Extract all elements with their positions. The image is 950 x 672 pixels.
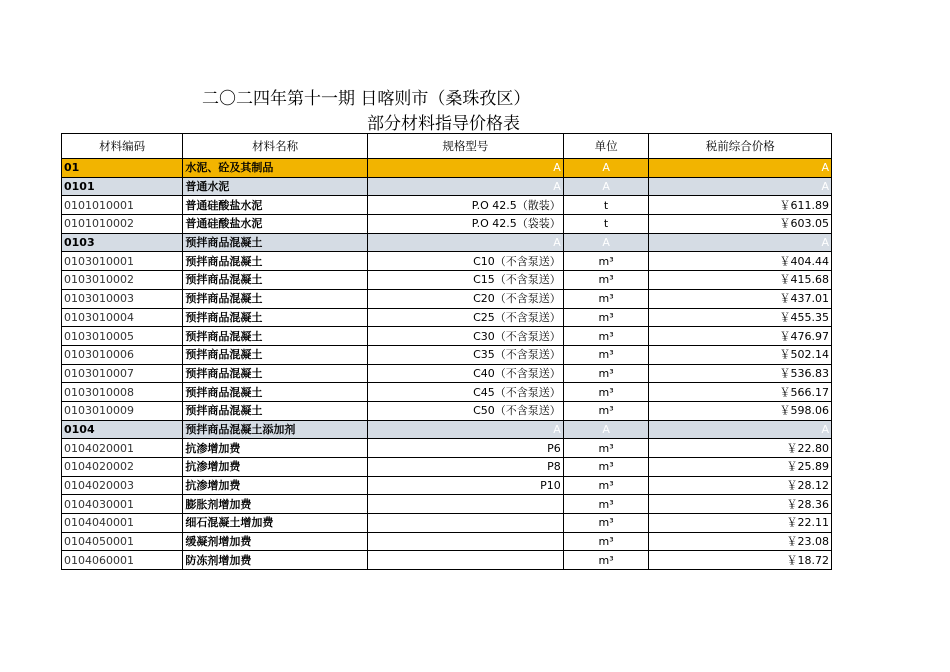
header-name[interactable]: 材料名称: [183, 134, 368, 159]
cell-name[interactable]: 预拌商品混凝土: [183, 401, 368, 420]
cell-unit[interactable]: m³: [563, 383, 649, 402]
category-marker: A: [821, 422, 829, 436]
cell-unit[interactable]: m³: [563, 458, 649, 477]
cell-price[interactable]: [649, 420, 832, 439]
category-marker: A: [553, 422, 561, 436]
cell-name[interactable]: 预拌商品混凝土: [183, 364, 368, 383]
cell-price[interactable]: ￥22.80: [649, 439, 832, 458]
cell-price[interactable]: ￥22.11: [649, 514, 832, 533]
cell-spec[interactable]: C10（不含泵送）: [367, 252, 563, 271]
cell-unit[interactable]: m³: [563, 439, 649, 458]
cell-spec[interactable]: [367, 514, 563, 533]
cell-name[interactable]: 预拌商品混凝土: [183, 308, 368, 327]
cell-price[interactable]: ￥415.68: [649, 271, 832, 290]
cell-price[interactable]: ￥611.89: [649, 196, 832, 215]
cell-unit[interactable]: m³: [563, 514, 649, 533]
cell-spec[interactable]: P.O 42.5（散装）: [367, 196, 563, 215]
header-unit[interactable]: 单位: [563, 134, 649, 159]
cell-name[interactable]: 预拌商品混凝土添加剂: [183, 420, 368, 439]
cell-unit[interactable]: m³: [563, 252, 649, 271]
cell-price[interactable]: [649, 233, 832, 252]
category-marker: A: [821, 180, 829, 194]
table-row: [62, 252, 832, 271]
cell-name[interactable]: 水泥、砼及其制品: [183, 159, 368, 178]
cell-code[interactable]: 0104020002: [62, 458, 183, 477]
table-row: [62, 551, 832, 570]
cell-price[interactable]: ￥603.05: [649, 215, 832, 234]
cell-code[interactable]: 0101010001: [62, 196, 183, 215]
header-spec[interactable]: 规格型号: [367, 134, 563, 159]
cell-spec[interactable]: C25（不含泵送）: [367, 308, 563, 327]
cell-unit[interactable]: m³: [563, 364, 649, 383]
table-row: [62, 308, 832, 327]
cell-spec[interactable]: [367, 532, 563, 551]
cell-code[interactable]: 0104020001: [62, 439, 183, 458]
table-row: [62, 514, 832, 533]
cell-price[interactable]: ￥18.72: [649, 551, 832, 570]
table-row: [62, 289, 832, 308]
cell-price[interactable]: ￥404.44: [649, 252, 832, 271]
cell-unit[interactable]: t: [563, 215, 649, 234]
cell-code[interactable]: 0104050001: [62, 532, 183, 551]
cell-unit[interactable]: m³: [563, 532, 649, 551]
table-row: [62, 383, 832, 402]
cell-unit[interactable]: [563, 159, 649, 178]
table-row: [62, 327, 832, 346]
cell-name[interactable]: 预拌商品混凝土: [183, 345, 368, 364]
cell-price[interactable]: ￥502.14: [649, 345, 832, 364]
cell-spec[interactable]: P6: [367, 439, 563, 458]
table-row: [62, 364, 832, 383]
cell-code[interactable]: 0103010005: [62, 327, 183, 346]
table-row: [62, 476, 832, 495]
category-marker: A: [553, 180, 561, 194]
cell-spec[interactable]: C45（不含泵送）: [367, 383, 563, 402]
cell-code[interactable]: 0104030001: [62, 495, 183, 514]
cell-unit[interactable]: m³: [563, 327, 649, 346]
category-marker: A: [553, 236, 561, 250]
cell-name[interactable]: 预拌商品混凝土: [183, 233, 368, 252]
header-price[interactable]: 税前综合价格: [649, 134, 832, 159]
cell-spec[interactable]: C30（不含泵送）: [367, 327, 563, 346]
cell-price[interactable]: ￥28.36: [649, 495, 832, 514]
cell-code[interactable]: 01: [62, 159, 183, 178]
cell-price[interactable]: [649, 159, 832, 178]
cell-unit[interactable]: m³: [563, 289, 649, 308]
table-row: [62, 215, 832, 234]
cell-name[interactable]: 抗渗增加费: [183, 439, 368, 458]
cell-name[interactable]: 预拌商品混凝土: [183, 383, 368, 402]
cell-unit[interactable]: m³: [563, 345, 649, 364]
cell-spec[interactable]: C15（不含泵送）: [367, 271, 563, 290]
cell-name[interactable]: 预拌商品混凝土: [183, 327, 368, 346]
cell-code[interactable]: 0103010001: [62, 252, 183, 271]
category-marker: A: [602, 180, 610, 194]
cell-spec[interactable]: P10: [367, 476, 563, 495]
table-row: [62, 458, 832, 477]
cell-name[interactable]: 缓凝剂增加费: [183, 532, 368, 551]
cell-code[interactable]: 0101: [62, 177, 183, 196]
cell-spec[interactable]: [367, 233, 563, 252]
cell-unit[interactable]: m³: [563, 495, 649, 514]
table-row: [62, 196, 832, 215]
cell-name[interactable]: 预拌商品混凝土: [183, 271, 368, 290]
cell-price[interactable]: ￥566.17: [649, 383, 832, 402]
cell-code[interactable]: 0103010008: [62, 383, 183, 402]
cell-unit[interactable]: m³: [563, 551, 649, 570]
cell-code[interactable]: 0103010009: [62, 401, 183, 420]
cell-code[interactable]: 0103010002: [62, 271, 183, 290]
cell-unit[interactable]: [563, 177, 649, 196]
category-marker: A: [821, 236, 829, 250]
cell-spec[interactable]: [367, 551, 563, 570]
cell-spec[interactable]: [367, 159, 563, 178]
cell-unit[interactable]: m³: [563, 476, 649, 495]
category-marker: A: [602, 236, 610, 250]
cell-price[interactable]: ￥25.89: [649, 458, 832, 477]
cell-unit[interactable]: t: [563, 196, 649, 215]
cell-name[interactable]: 细石混凝土增加费: [183, 514, 368, 533]
category-row: [62, 159, 832, 178]
category-marker: A: [602, 422, 610, 436]
category-marker: A: [602, 161, 610, 175]
cell-price[interactable]: ￥598.06: [649, 401, 832, 420]
cell-code[interactable]: 0103: [62, 233, 183, 252]
cell-unit[interactable]: [563, 420, 649, 439]
cell-unit[interactable]: m³: [563, 308, 649, 327]
cell-spec[interactable]: [367, 420, 563, 439]
cell-code[interactable]: 0104060001: [62, 551, 183, 570]
cell-name[interactable]: 普通水泥: [183, 177, 368, 196]
table-row: [62, 532, 832, 551]
cell-code[interactable]: 0103010004: [62, 308, 183, 327]
table-row: [62, 271, 832, 290]
cell-name[interactable]: 普通硅酸盐水泥: [183, 215, 368, 234]
cell-price[interactable]: ￥23.08: [649, 532, 832, 551]
cell-code[interactable]: 0104040001: [62, 514, 183, 533]
page-subtitle: 部分材料指导价格表: [367, 114, 520, 134]
cell-name[interactable]: 抗渗增加费: [183, 458, 368, 477]
table-row: [62, 439, 832, 458]
cell-code[interactable]: 0103010007: [62, 364, 183, 383]
cell-code[interactable]: 0103010003: [62, 289, 183, 308]
cell-code[interactable]: 0101010002: [62, 215, 183, 234]
subcategory-row: [62, 420, 832, 439]
cell-unit[interactable]: m³: [563, 401, 649, 420]
category-marker: A: [821, 161, 829, 175]
cell-spec[interactable]: C35（不含泵送）: [367, 345, 563, 364]
cell-name[interactable]: 预拌商品混凝土: [183, 289, 368, 308]
cell-spec[interactable]: C20（不含泵送）: [367, 289, 563, 308]
cell-unit[interactable]: m³: [563, 271, 649, 290]
cell-price[interactable]: ￥437.01: [649, 289, 832, 308]
cell-name[interactable]: 抗渗增加费: [183, 476, 368, 495]
header-code[interactable]: 材料编码: [62, 134, 183, 159]
cell-spec[interactable]: [367, 177, 563, 196]
table-row: [62, 345, 832, 364]
cell-spec[interactable]: [367, 495, 563, 514]
cell-code[interactable]: 0103010006: [62, 345, 183, 364]
cell-name[interactable]: 普通硅酸盐水泥: [183, 196, 368, 215]
category-marker: A: [553, 161, 561, 175]
cell-price[interactable]: ￥536.83: [649, 364, 832, 383]
cell-price[interactable]: ￥455.35: [649, 308, 832, 327]
cell-name[interactable]: 预拌商品混凝土: [183, 252, 368, 271]
cell-spec[interactable]: P8: [367, 458, 563, 477]
subcategory-row: [62, 177, 832, 196]
cell-spec[interactable]: C40（不含泵送）: [367, 364, 563, 383]
cell-code[interactable]: 0104: [62, 420, 183, 439]
cell-name[interactable]: 防冻剂增加费: [183, 551, 368, 570]
cell-price[interactable]: ￥476.97: [649, 327, 832, 346]
subcategory-row: [62, 233, 832, 252]
table-header-row: [62, 134, 832, 159]
table-row: [62, 401, 832, 420]
page-title: 二〇二四年第十一期 日喀则市（桑珠孜区）: [202, 89, 531, 109]
table-row: [62, 495, 832, 514]
cell-spec[interactable]: C50（不含泵送）: [367, 401, 563, 420]
cell-code[interactable]: 0104020003: [62, 476, 183, 495]
cell-price[interactable]: [649, 177, 832, 196]
price-table: [61, 133, 832, 570]
cell-price[interactable]: ￥28.12: [649, 476, 832, 495]
cell-unit[interactable]: [563, 233, 649, 252]
cell-name[interactable]: 膨胀剂增加费: [183, 495, 368, 514]
cell-spec[interactable]: P.O 42.5（袋装）: [367, 215, 563, 234]
